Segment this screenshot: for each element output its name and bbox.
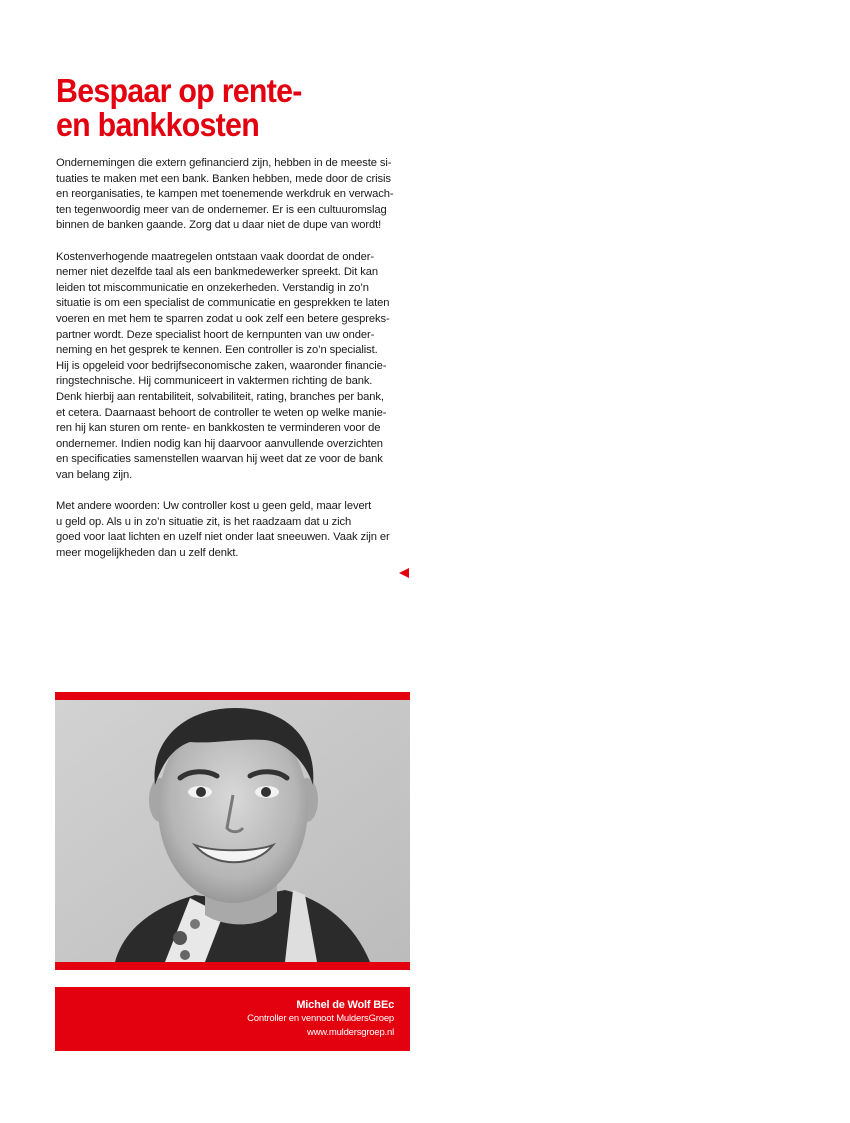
text-line: u geld op. Als u in zo’n situatie zit, is het raadzaam dat u zich — [56, 515, 352, 528]
text-line: nemer niet dezelfde taal als een bankmedewerker spreekt. Dit kan — [56, 266, 378, 279]
title-line: en bankkosten — [56, 106, 260, 143]
text-line: neming en het gesprek te kennen. Een controller is zo’n specialist. — [56, 344, 378, 357]
text-line: Met andere woorden: Uw controller kost u geen geld, maar levert — [56, 500, 372, 513]
text-line: goed voor laat lichten en uzelf niet onder laat sneeuwen. Vaak zijn er — [56, 531, 390, 544]
text-line: van belang zijn. — [56, 468, 133, 481]
text-line: leiden tot miscommunicatie en onzekerheden. Verstandig in zo’n — [56, 281, 369, 294]
portrait-illustration — [55, 700, 410, 962]
text-line: ondernemer. Indien nodig kan hij daarvoor aanvullende overzichten — [56, 437, 383, 450]
triangle-left-icon — [399, 568, 409, 578]
text-line: Denk hierbij aan rentabiliteit, solvabiliteit, rating, branches per bank, — [56, 390, 384, 403]
text-line: ren hij kan sturen om rente- en bankkosten te verminderen voor de — [56, 422, 381, 435]
portrait-photo — [55, 700, 410, 962]
article-title — [56, 74, 387, 142]
author-role: Controller en vennoot MuldersGroep — [247, 1013, 394, 1024]
text-line: en specificaties samenstellen waarvan hij weet dat ze voor de bank — [56, 453, 383, 466]
photo-top-rule — [55, 692, 410, 700]
text-line: Ondernemingen die extern gefinancierd zijn, hebben in de meeste si- — [56, 157, 392, 169]
paragraph — [56, 499, 412, 561]
text-line: partner wordt. Deze specialist hoort de kernpunten van uw onder- — [56, 328, 375, 341]
author-caption — [55, 987, 410, 1051]
text-line: et cetera. Daarnaast behoort de controller te weten op welke manie- — [56, 406, 387, 419]
text-line: binnen de banken gaande. Zorg dat u daar niet de dupe van wordt! — [56, 219, 382, 232]
text-line: situatie is om een specialist de communicatie en gesprekken te laten — [56, 297, 390, 310]
text-line: Kostenverhogende maatregelen ontstaan vaak doordat de onder- — [56, 250, 375, 263]
text-line: voeren en met hem te sparren zodat u ook zelf een betere gespreks- — [56, 312, 390, 325]
article-body — [56, 156, 412, 577]
text-line: meer mogelijkheden dan u zelf denkt. — [56, 546, 239, 559]
paragraph — [56, 156, 412, 234]
title-line: Bespaar op rente- — [56, 72, 302, 109]
text-line: Hij is opgeleid voor bedrijfseconomische zaken, waaronder financie- — [56, 359, 387, 372]
author-name: Michel de Wolf BEc — [296, 999, 394, 1011]
text-line: tuaties te maken met een bank. Banken hebben, mede door de crisis — [56, 172, 391, 185]
text-line: ringstechnische. Hij communiceert in vaktermen richting de bank. — [56, 375, 373, 388]
text-line: ten tegenwoordig meer van de ondernemer. Er is een cultuuromslag — [56, 203, 387, 216]
author-website: www.muldersgroep.nl — [306, 1027, 394, 1038]
paragraph — [56, 250, 412, 484]
text-line: en reorganisaties, te kampen met toenemende werkdruk en verwach- — [56, 188, 394, 201]
photo-bottom-rule — [55, 962, 410, 970]
